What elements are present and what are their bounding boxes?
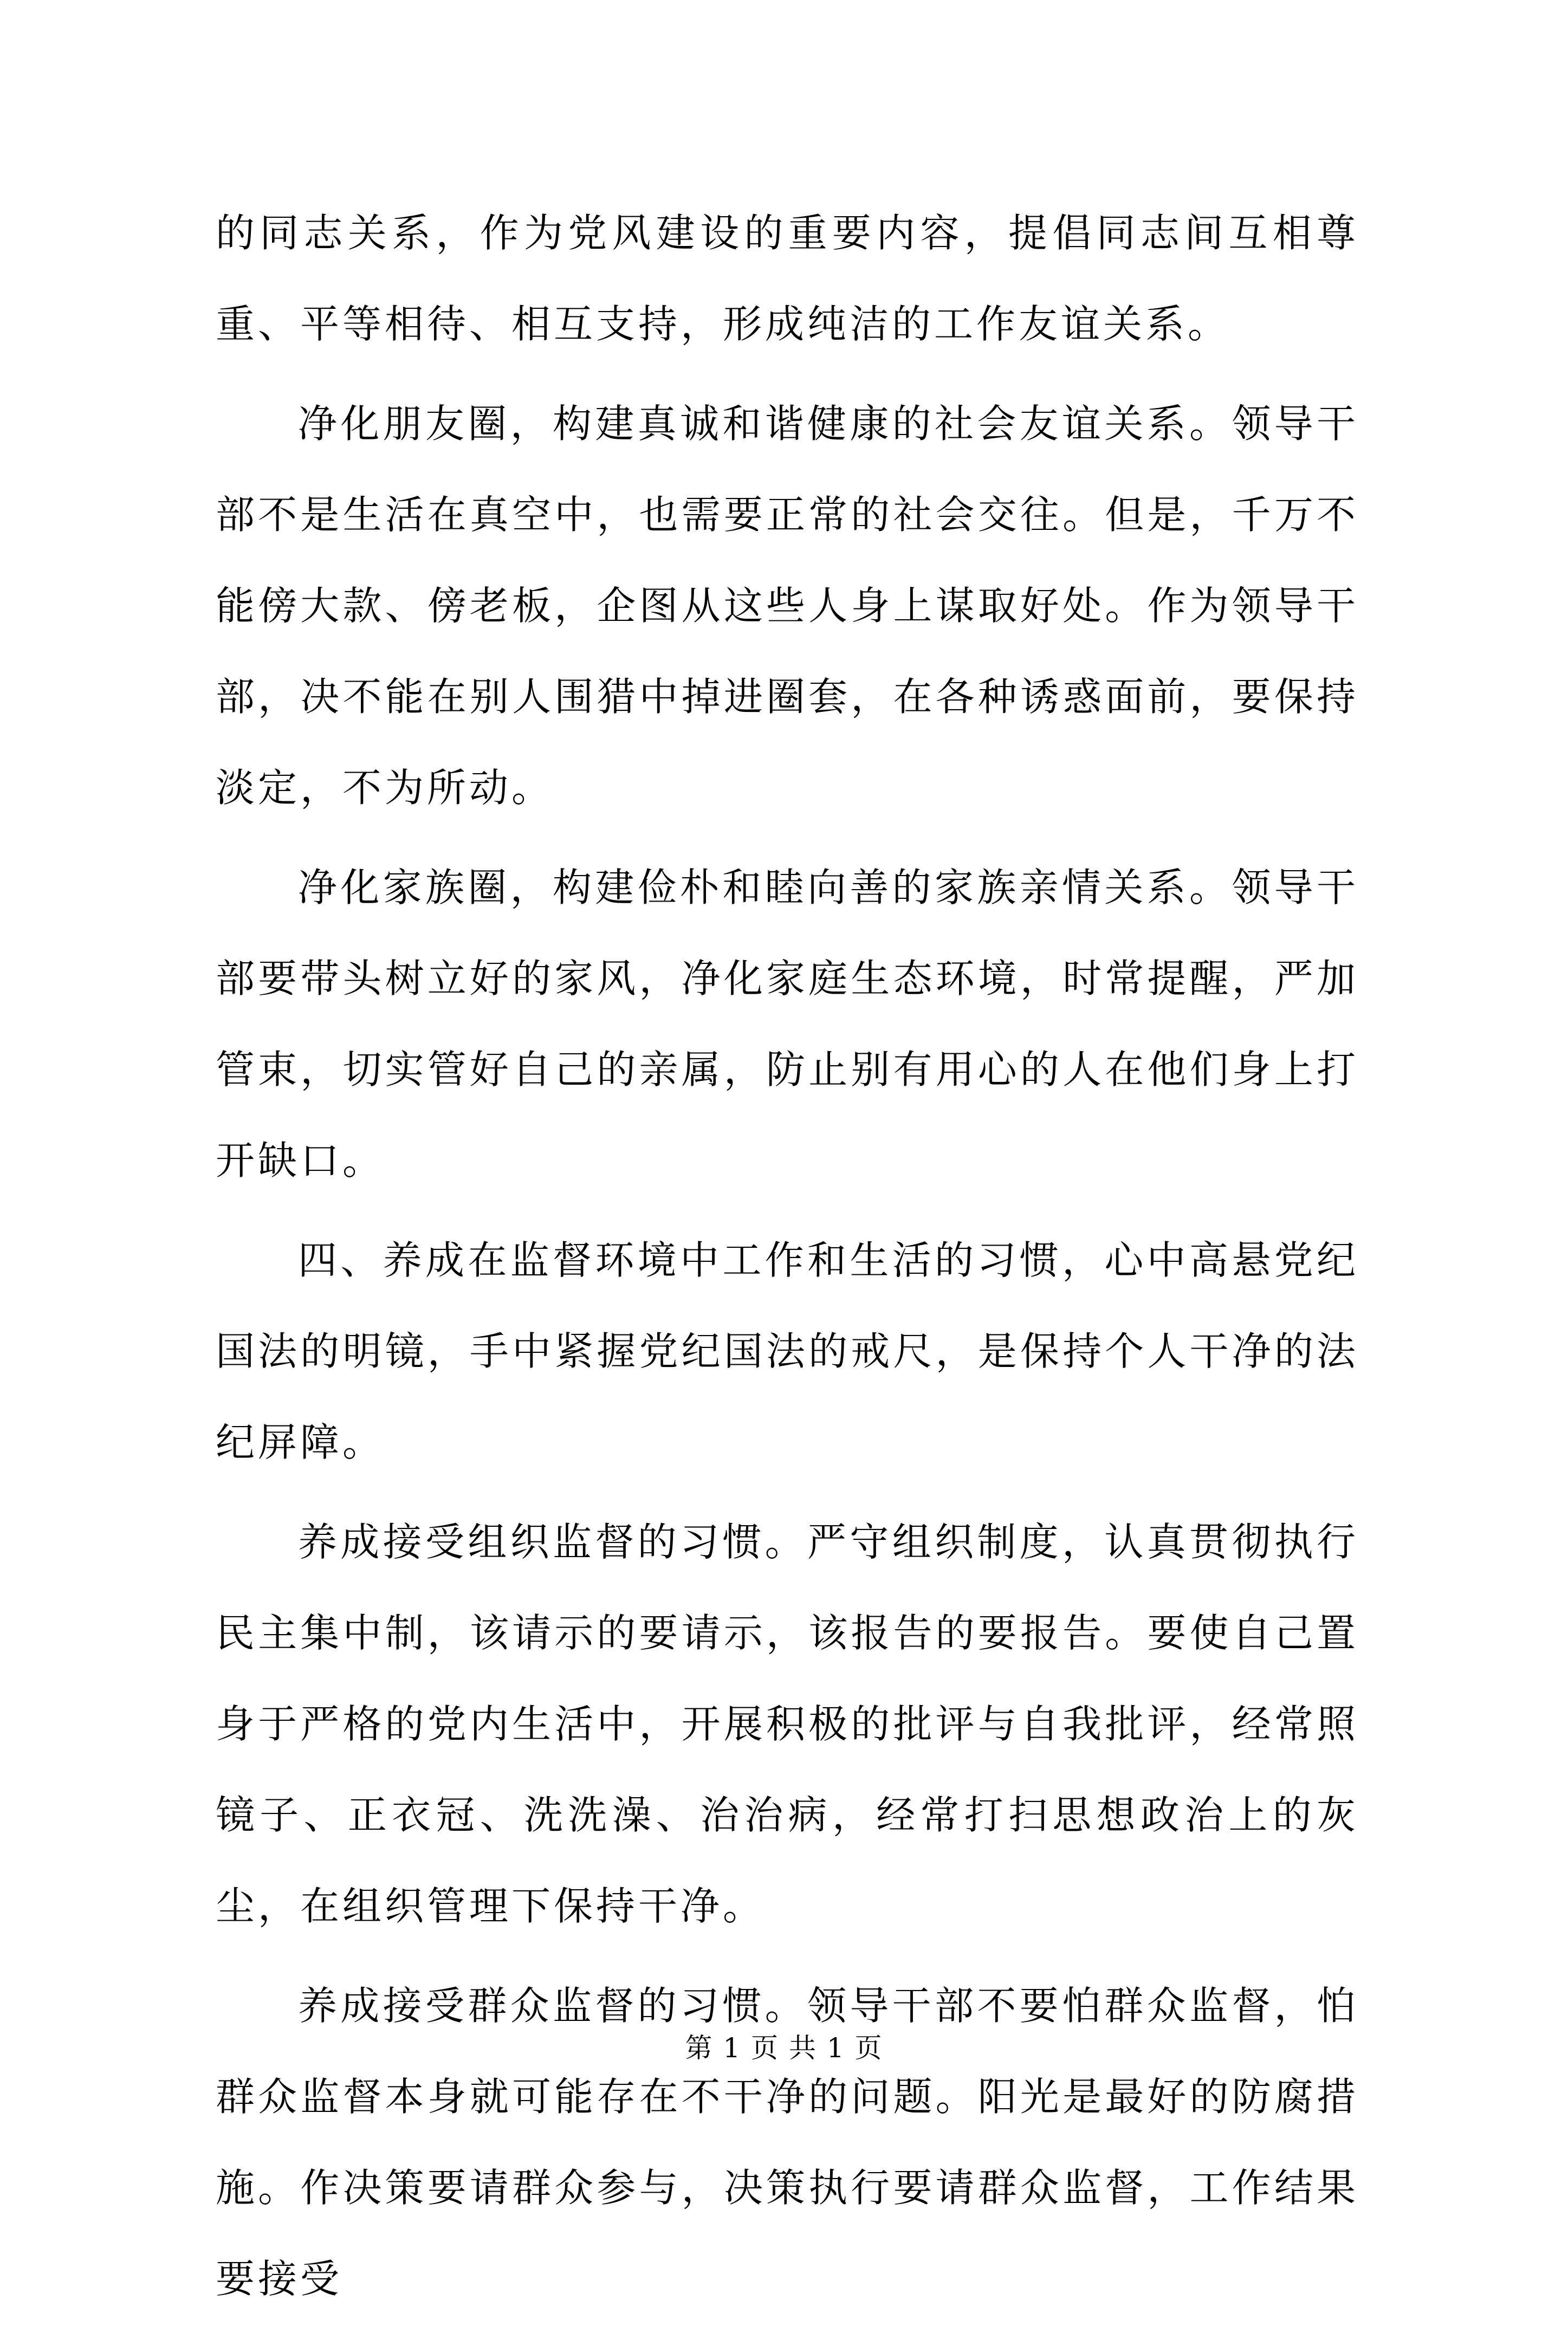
paragraph-family-circle: 净化家族圈，构建俭朴和睦向善的家族亲情关系。领导干部要带头树立好的家风，净化家庭生态环境，时常提醒，严加管束，切实管好自己的亲属，防止别有用心的人在他们身上打开缺口。 [216, 865, 1359, 1183]
paragraph-friends-circle: 净化朋友圈，构建真诚和谐健康的社会友谊关系。领导干部不是生活在真空中，也需要正常的社会交往。但是，千万不能傍大款、傍老板，企图从这些人身上谋取好处。作为领导干部，决不能在别人围猎中掉进圈套，在各种诱惑面前，要保持淡定，不为所动。 [216, 401, 1359, 811]
paragraph-continuation: 的同志关系，作为党风建设的重要内容，提倡同志间互相尊重、平等相待、相互支持，形成纯洁的工作友谊关系。 [216, 210, 1359, 347]
paragraph-organization-supervision: 养成接受组织监督的习惯。严守组织制度，认真贯彻执行民主集中制，该请示的要请示，该报告的要报告。要使自己置身于严格的党内生活中，开展积极的批评与自我批评，经常照镜子、正衣冠、洗洗澡、治治病，经常打扫思想政治上的灰尘，在组织管理下保持干净。 [216, 1519, 1359, 1929]
page-footer: 第 1 页 共 1 页 [685, 2032, 883, 2064]
paragraph-public-supervision: 养成接受群众监督的习惯。领导干部不要怕群众监督，怕群众监督本身就可能存在不干净的问题。阳光是最好的防腐措施。作决策要请群众参与，决策执行要请群众监督，工作结果要接受 [216, 1983, 1359, 2302]
section-heading-four: 四、养成在监督环境中工作和生活的习惯，心中高悬党纪国法的明镜，手中紧握党纪国法的戒尺，是保持个人干净的法纪屏障。 [216, 1237, 1359, 1465]
document-body [216, 187, 1359, 2333]
